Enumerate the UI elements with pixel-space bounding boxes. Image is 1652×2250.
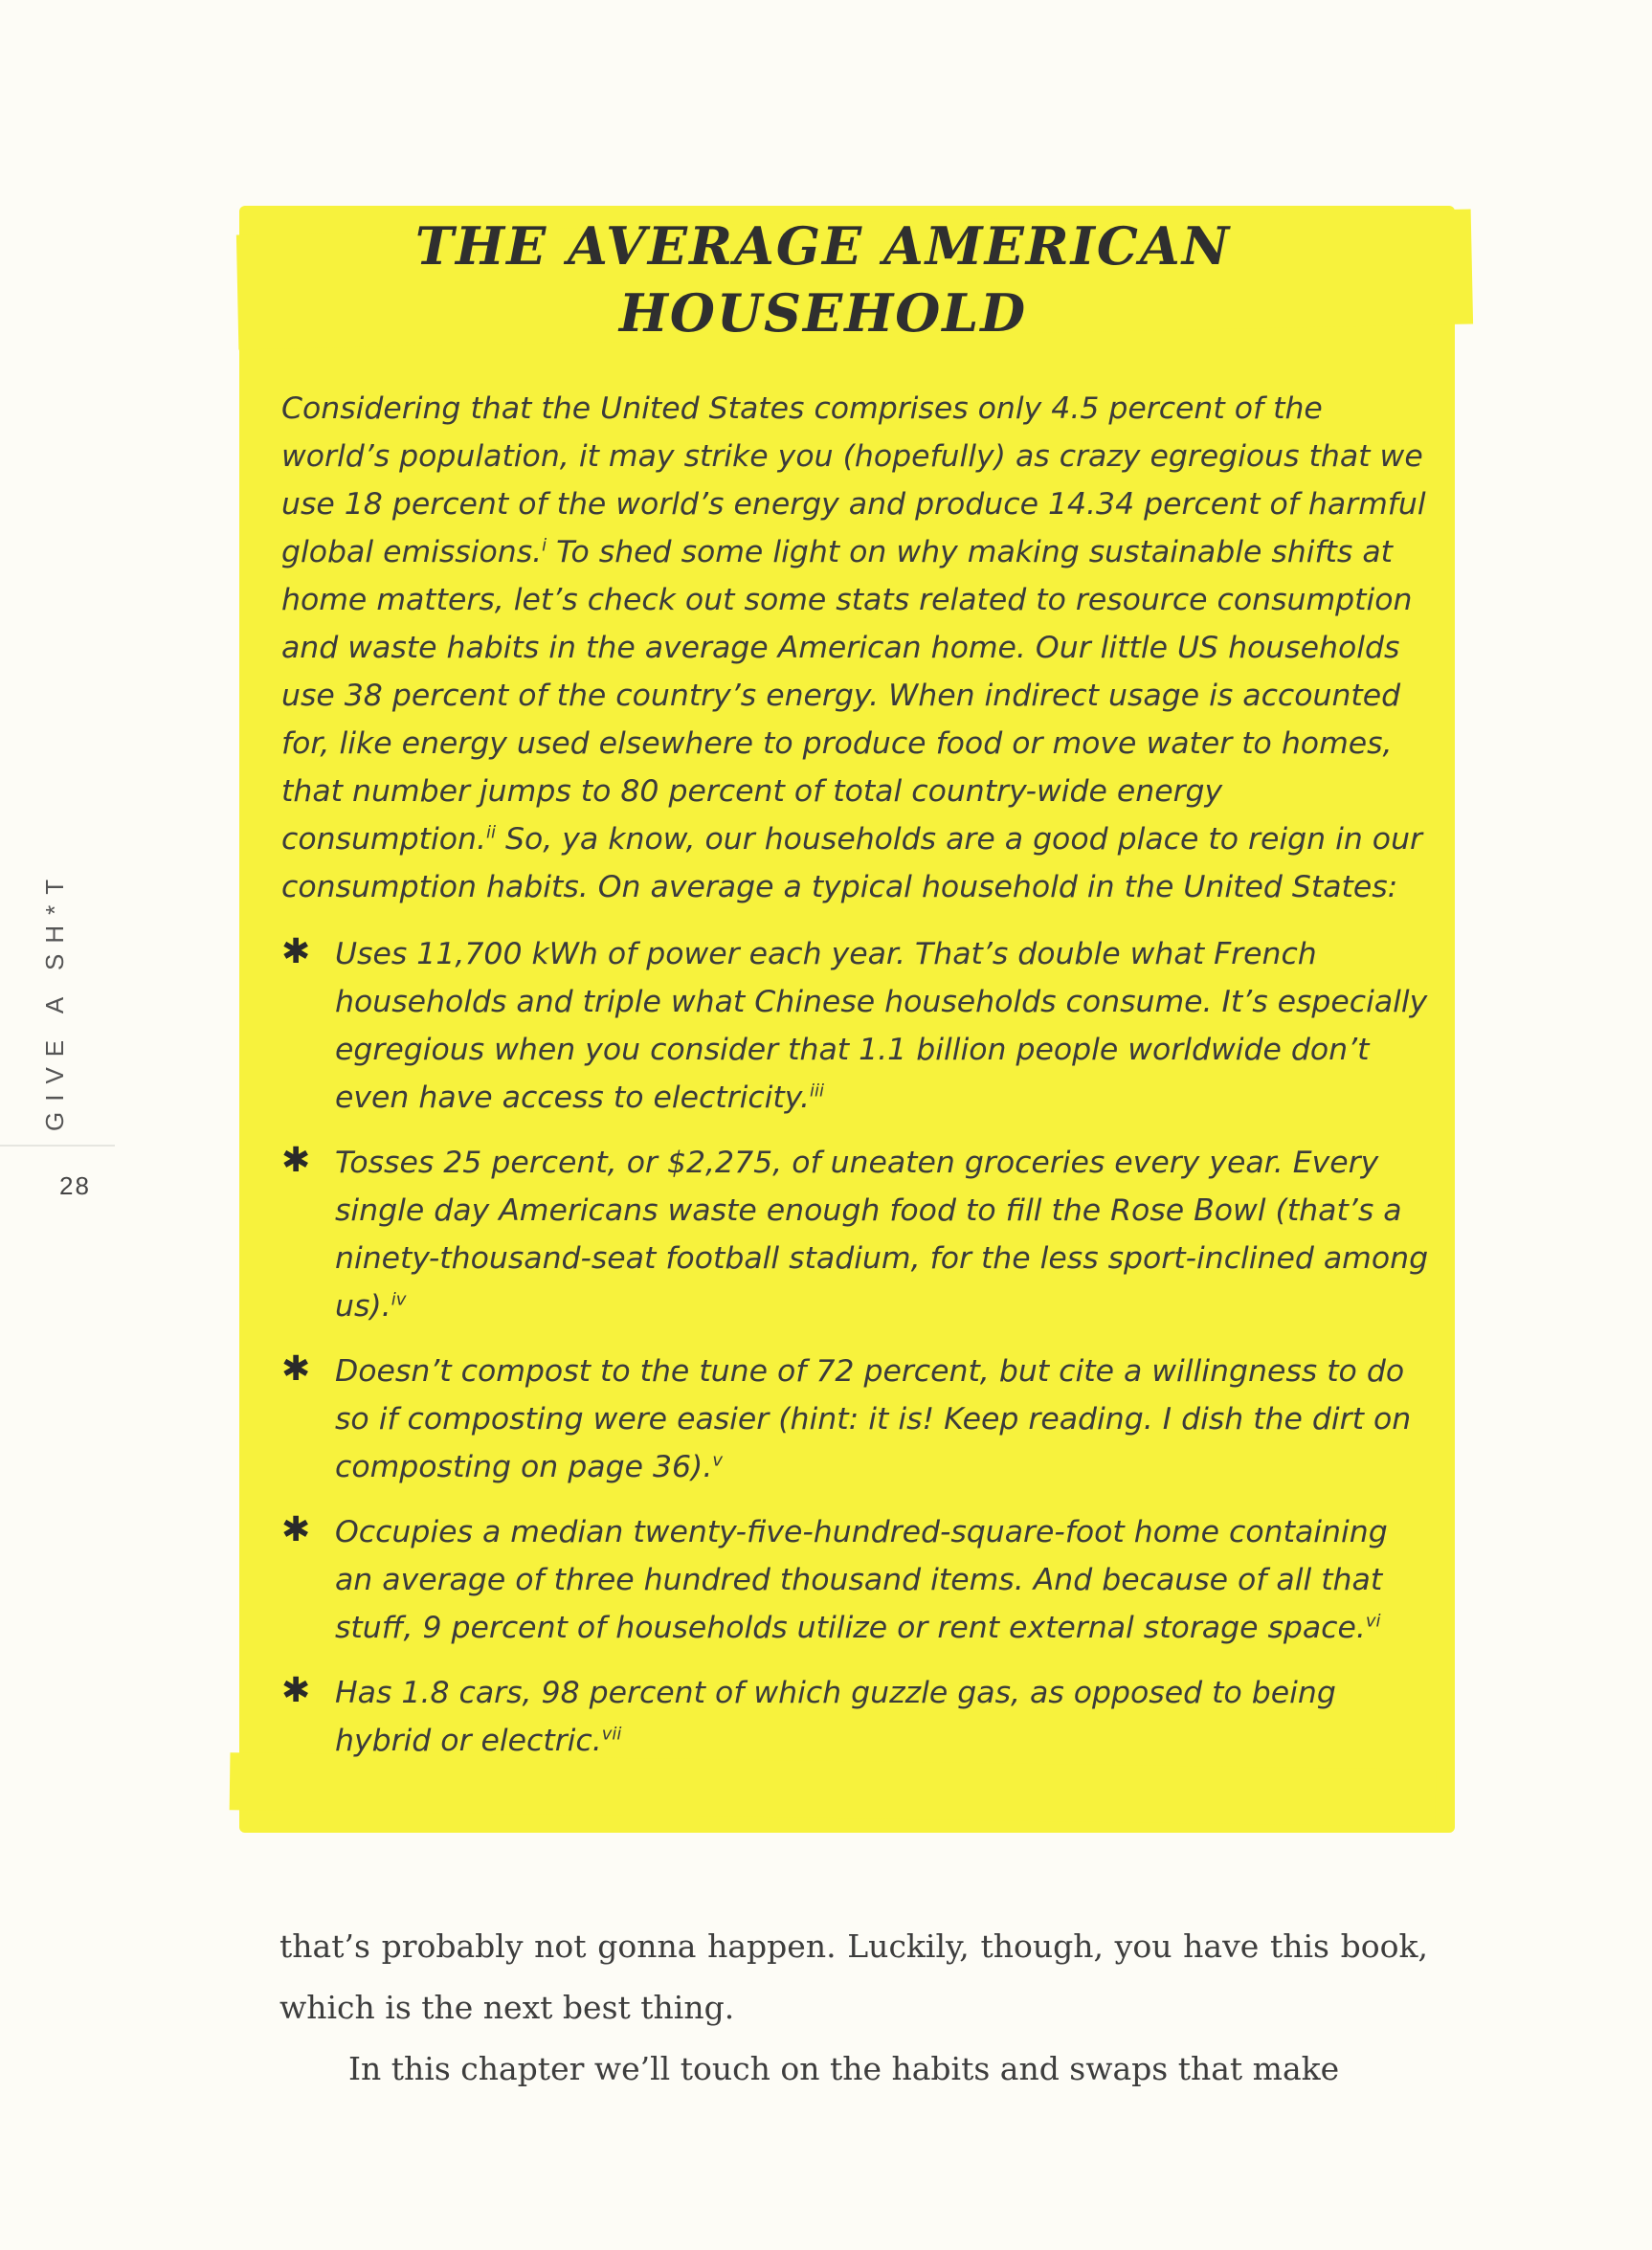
title-line-1: THE AVERAGE AMERICAN <box>414 215 1232 277</box>
title-line-2: HOUSEHOLD <box>618 282 1028 344</box>
asterisk-bullet-icon: ✱ <box>281 1349 311 1389</box>
box-intro <box>281 385 1430 911</box>
bullet-text: Occupies a median twenty-five-hundred-square-foot home containing an average of three hundred thousand items. And because of all that stuff, 9 percent of households utilize or rent external storage space. <box>335 1515 1388 1645</box>
sidebar-rule <box>0 1145 115 1147</box>
endnote-ref: v <box>712 1450 724 1471</box>
body-paragraph: that’s probably not gonna happen. Luckily, though, you have this book, which is the next best thing. <box>279 1927 1428 2026</box>
list-item <box>281 1508 1430 1652</box>
list-item <box>281 1348 1430 1491</box>
bullet-text: Doesn’t compost to the tune of 72 percent, but cite a willingness to do so if composting were easier (hint: it is! Keep reading. I dish the dirt on composting on page 36). <box>335 1354 1412 1484</box>
sidebar-box-title <box>278 212 1369 346</box>
running-head: GIVE A SH*T <box>40 868 69 1131</box>
intro-text-part-2: To shed some light on why making sustainable shifts at home matters, let’s check out some stats related to resource consumption and waste habits in the average American home. Our little US households use 38 percent of the country’s energy. When indirect usage is accounted for, like energy used elsewhere to produce food or move water to homes, that number jumps to 80 percent of total country-wide energy consumption. <box>281 535 1413 857</box>
endnote-ref: vii <box>601 1724 622 1745</box>
bullet-text: Uses 11,700 kWh of power each year. That’s double what French households and triple what Chinese households consume. It’s especially egregious when you consider that 1.1 billion people worldwide don’t even have access to electricity. <box>335 937 1428 1115</box>
bullet-text: Has 1.8 cars, 98 percent of which guzzle gas, as opposed to being hybrid or electric. <box>335 1676 1336 1758</box>
endnote-ref: vi <box>1365 1611 1381 1632</box>
endnote-ref: i <box>542 535 547 556</box>
household-stats-list <box>281 930 1430 1782</box>
intro-text-part-1: Considering that the United States comprises only 4.5 percent of the world’s population, it may strike you (hopefully) as crazy egregious that we use 18 percent of the world’s energy and produce 14.34 percent of harmful global emissions. <box>281 391 1426 569</box>
asterisk-bullet-icon: ✱ <box>281 1141 311 1180</box>
endnote-ref: ii <box>485 822 496 843</box>
asterisk-bullet-icon: ✱ <box>281 1671 311 1710</box>
page-number: 28 <box>59 1171 91 1200</box>
bullet-text: Tosses 25 percent, or $2,275, of uneaten groceries every year. Every single day Americans waste enough food to fill the Rose Bowl (that’s a ninety-thousand-seat football stadium, for the less sport-inclined among us). <box>335 1146 1429 1324</box>
endnote-ref: iii <box>810 1080 825 1102</box>
asterisk-bullet-icon: ✱ <box>281 932 311 971</box>
body-paragraph: In this chapter we’ll touch on the habits and swaps that make <box>348 2050 1340 2087</box>
intro-text-part-3: So, ya know, our households are a good place to reign in our consumption habits. On average a typical household in the United States: <box>281 822 1422 904</box>
list-item <box>281 930 1430 1122</box>
endnote-ref: iv <box>391 1289 407 1310</box>
asterisk-bullet-icon: ✱ <box>281 1510 311 1549</box>
main-text <box>279 1916 1428 2100</box>
intro-paragraph <box>281 385 1430 911</box>
list-item <box>281 1139 1430 1330</box>
list-item <box>281 1669 1430 1765</box>
